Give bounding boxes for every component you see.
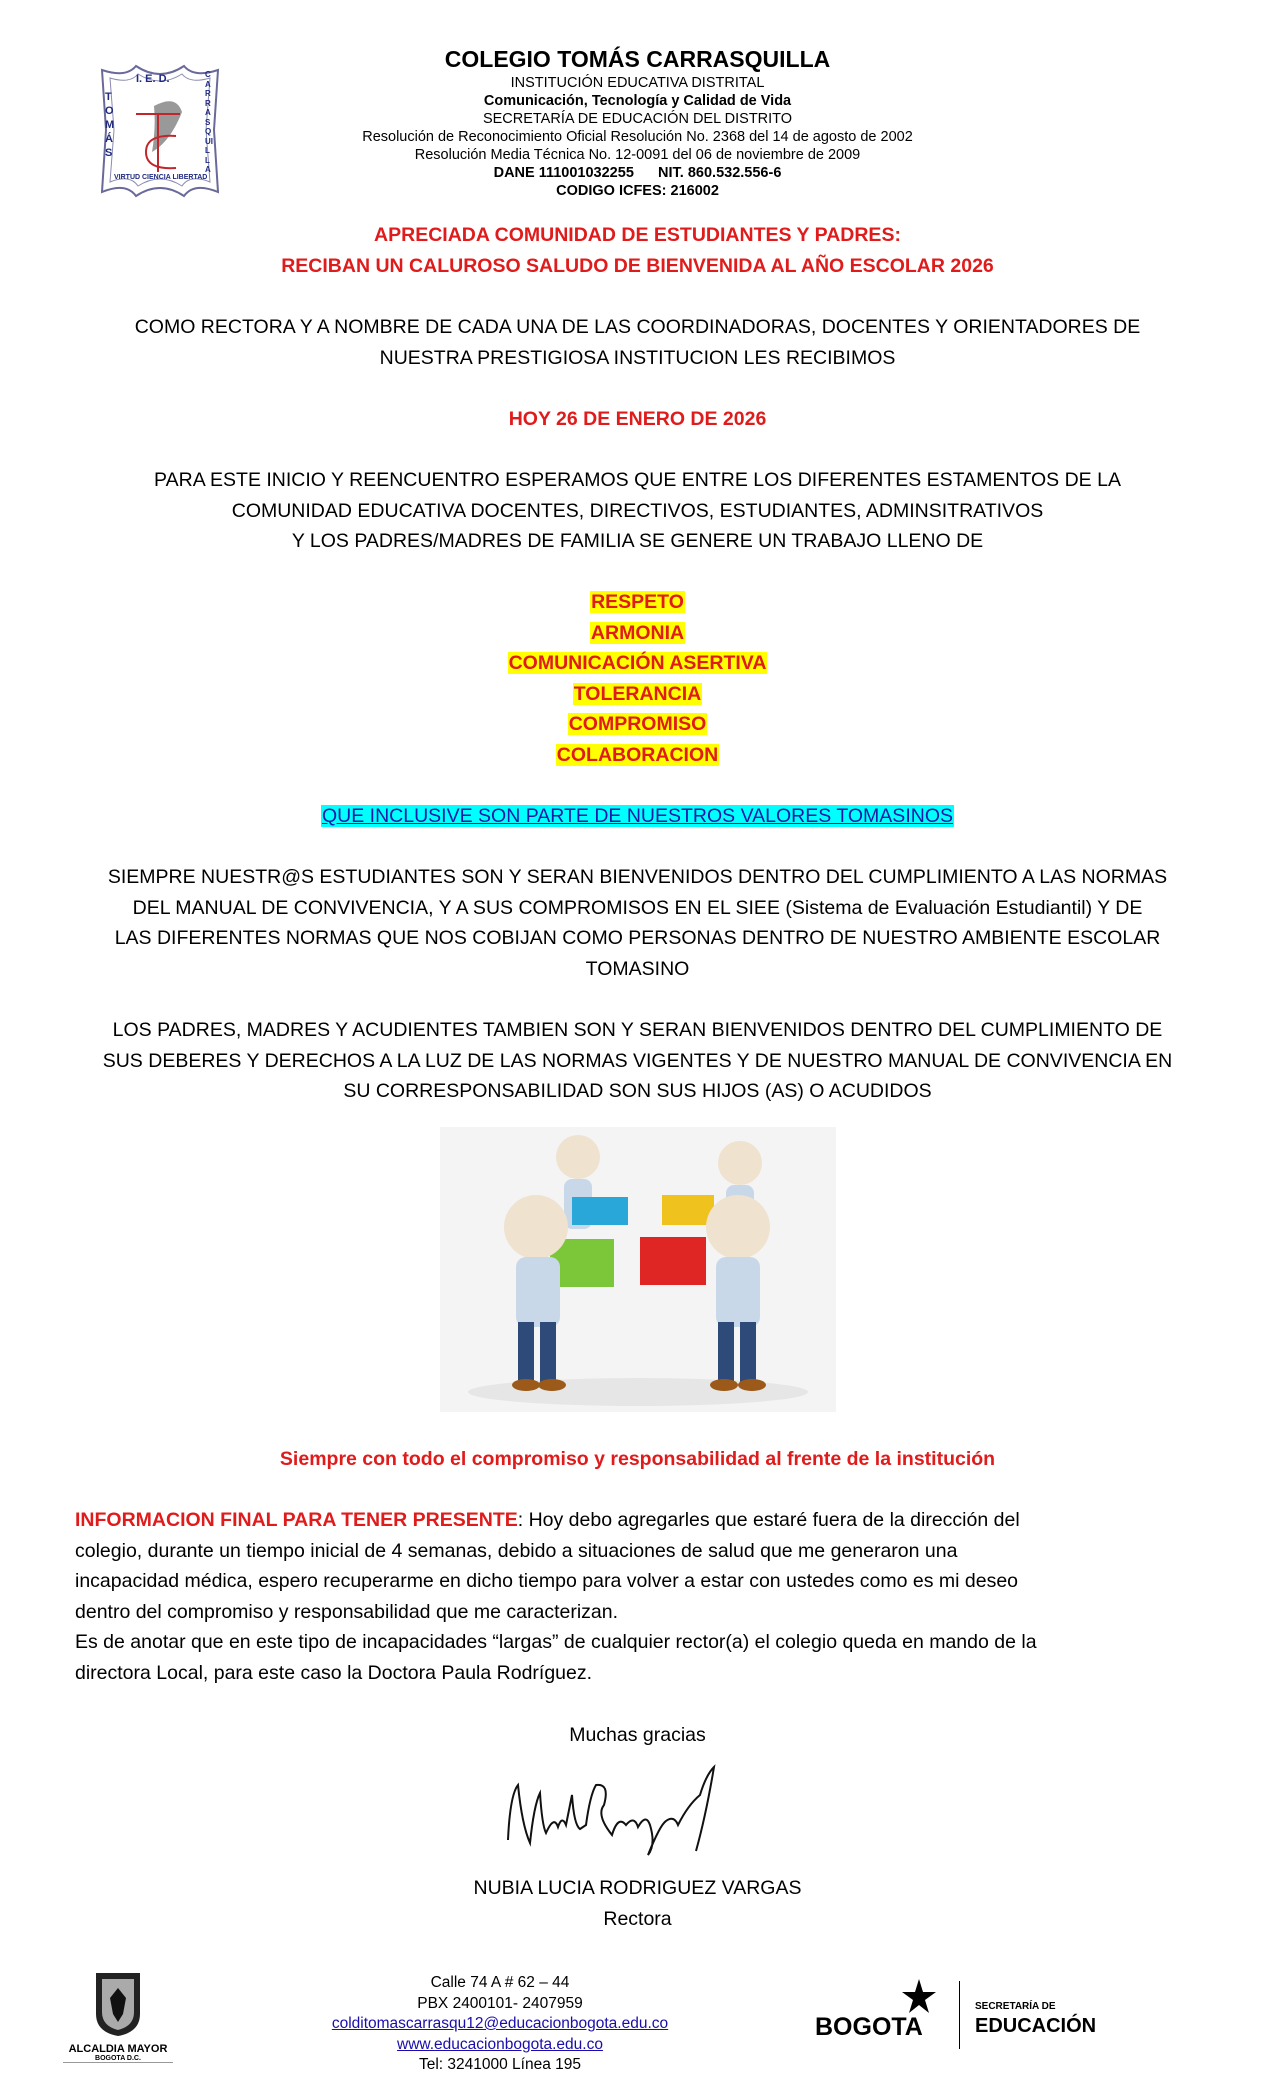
- text-line: Es de anotar que en este tipo de incapacidades “largas” de cualquier rector(a) el colegio queda en mando de la: [75, 1631, 1037, 1654]
- value-item: TOLERANCIA: [573, 682, 702, 705]
- header-line: INSTITUCIÓN EDUCATIVA DISTRITAL: [510, 75, 765, 91]
- intro-paragraph: [0, 312, 1275, 373]
- school-name: COLEGIO TOMÁS CARRASQUILLA: [444, 46, 831, 72]
- values-note-wrap: [0, 801, 1275, 832]
- logo-divider: [959, 1981, 960, 2049]
- header-line: Resolución de Reconocimiento Oficial Resolución No. 2368 del 14 de agosto de 2002: [362, 129, 913, 145]
- alcaldia-logo: [58, 1970, 178, 2070]
- text-line: dentro del compromiso y responsabilidad que me caracterizan.: [75, 1600, 619, 1623]
- text-line: TOMASINO: [585, 957, 690, 980]
- footer-tel: Tel: 3241000 Línea 195: [418, 2056, 582, 2073]
- text-line: SIEMPRE NUESTR@S ESTUDIANTES SON Y SERAN BIENVENIDOS DENTRO DEL CUMPLIMIENTO A LAS NORMAS: [107, 866, 1168, 888]
- letterhead: [0, 74, 1275, 200]
- value-item: COMPROMISO: [568, 713, 707, 736]
- text-line: directora Local, para este caso la Doctora Paula Rodríguez.: [75, 1661, 593, 1684]
- logo-text-left: TOMÁS: [105, 91, 115, 159]
- star-icon: [897, 1977, 937, 2017]
- values-list: [0, 587, 1275, 771]
- footer-contact: [270, 1973, 730, 2076]
- header-line: Comunicación, Tecnología y Calidad de Vida: [483, 93, 792, 109]
- text-line: COMO RECTORA Y A NOMBRE DE CADA UNA DE LAS COORDINADORAS, DOCENTES Y ORIENTADORES DE: [134, 316, 1141, 338]
- values-note: QUE INCLUSIVE SON PARTE DE NUESTROS VALORES TOMASINOS: [321, 805, 953, 827]
- alcaldia-line1: ALCALDIA MAYOR: [68, 2043, 168, 2055]
- text-line: SUS DEBERES Y DERECHOS A LA LUZ DE LAS NORMAS VIGENTES Y DE NUESTRO MANUAL DE CONVIVENCIA EN: [102, 1049, 1173, 1072]
- value-item: ARMONIA: [590, 621, 685, 644]
- text-line: LAS DIFERENTES NORMAS QUE NOS COBIJAN COMO PERSONAS DENTRO DE NUESTRO AMBIENTE ESCOLAR: [114, 927, 1161, 950]
- footer-address: Calle 74 A # 62 – 44: [430, 1974, 570, 1991]
- greeting: [0, 220, 1275, 281]
- commitment-line: Siempre con todo el compromiso y responsabilidad al frente de la institución: [279, 1448, 996, 1470]
- text-line: Y LOS PADRES/MADRES DE FAMILIA SE GENERE UN TRABAJO LLENO DE: [291, 530, 984, 553]
- text-line: SU CORRESPONSABILIDAD SON SUS HIJOS (AS) O ACUDIDOS: [343, 1080, 932, 1103]
- text-line: : Hoy debo agregarles que estaré fuera de la dirección del: [517, 1509, 1020, 1531]
- logo-text-top: I. E. D.: [136, 73, 170, 85]
- text-line: colegio, durante un tiempo inicial de 4 semanas, debido a situaciones de salud que me generaron una: [75, 1539, 958, 1562]
- value-item: RESPETO: [591, 591, 684, 613]
- text-line: DEL MANUAL DE CONVIVENCIA, Y A SUS COMPROMISOS EN EL SIEE (Sistema de Evaluación Estudiantil) Y DE: [132, 896, 1143, 919]
- header-line: SECRETARÍA DE EDUCACIÓN DEL DISTRITO: [482, 111, 793, 127]
- header-line: DANE 111001032255 NIT. 860.532.556-6: [493, 165, 782, 181]
- signer-title: Rectora: [603, 1908, 672, 1930]
- signer-name: NUBIA LUCIA RODRIGUEZ VARGAS: [473, 1877, 802, 1899]
- logo-text-right: CARRASQUILLA: [205, 70, 213, 174]
- final-info-paragraph: [75, 1505, 1205, 1689]
- expectation-paragraph: [0, 465, 1275, 557]
- greeting-line: APRECIADA COMUNIDAD DE ESTUDIANTES Y PADRES:: [374, 224, 901, 246]
- header-line: Resolución Media Técnica No. 12-0091 del 06 de noviembre de 2009: [414, 147, 861, 163]
- footer-website-link[interactable]: www.educacionbogota.edu.co: [397, 2035, 603, 2053]
- value-item: COMUNICACIÓN ASERTIVA: [508, 652, 767, 675]
- students-paragraph: [0, 862, 1275, 984]
- parents-paragraph: [0, 1015, 1275, 1107]
- closing: Muchas gracias: [569, 1724, 706, 1746]
- bogota-education-logo: [815, 1975, 1095, 2055]
- date-line: HOY 26 DE ENERO DE 2026: [508, 408, 767, 430]
- signature: [500, 1755, 750, 1865]
- header-line: CODIGO ICFES: 216002: [556, 183, 719, 199]
- coat-of-arms-icon: [93, 1970, 143, 2038]
- secretaria-line1: SECRETARÍA DE: [975, 2001, 1056, 2012]
- greeting-line: RECIBAN UN CALUROSO SALUDO DE BIENVENIDA AL AÑO ESCOLAR 2026: [281, 254, 994, 277]
- logo-text-bottom: VIRTUD CIENCIA LIBERTAD: [114, 174, 208, 181]
- text-line: incapacidad médica, espero recuperarme en dicho tiempo para volver a estar con ustedes como es mi deseo: [75, 1570, 1019, 1593]
- text-line: LOS PADRES, MADRES Y ACUDIENTES TAMBIEN SON Y SERAN BIENVENIDOS DENTRO DEL CUMPLIMIENTO DE: [112, 1019, 1163, 1041]
- text-line: PARA ESTE INICIO Y REENCUENTRO ESPERAMOS QUE ENTRE LOS DIFERENTES ESTAMENTOS DE LA: [154, 469, 1121, 491]
- bogota-brand: BOGOTA: [815, 2013, 923, 2041]
- text-line: COMUNIDAD EDUCATIVA DOCENTES, DIRECTIVOS, ESTUDIANTES, ADMINSITRATIVOS: [231, 499, 1044, 522]
- teamwork-puzzle-image: [440, 1127, 836, 1412]
- alcaldia-line2: BOGOTA D.C.: [63, 2055, 173, 2063]
- footer-email-link[interactable]: colditomascarrasqu12@educacionbogota.edu.co: [331, 2015, 669, 2032]
- text-line: NUESTRA PRESTIGIOSA INSTITUCION LES RECIBIMOS: [379, 346, 896, 369]
- value-item: COLABORACION: [556, 743, 719, 766]
- secretaria-line2: EDUCACIÓN: [975, 2015, 1097, 2037]
- footer-pbx: PBX 2400101- 2407959: [417, 1994, 583, 2012]
- final-info-label: INFORMACION FINAL PARA TENER PRESENTE: [75, 1509, 518, 1531]
